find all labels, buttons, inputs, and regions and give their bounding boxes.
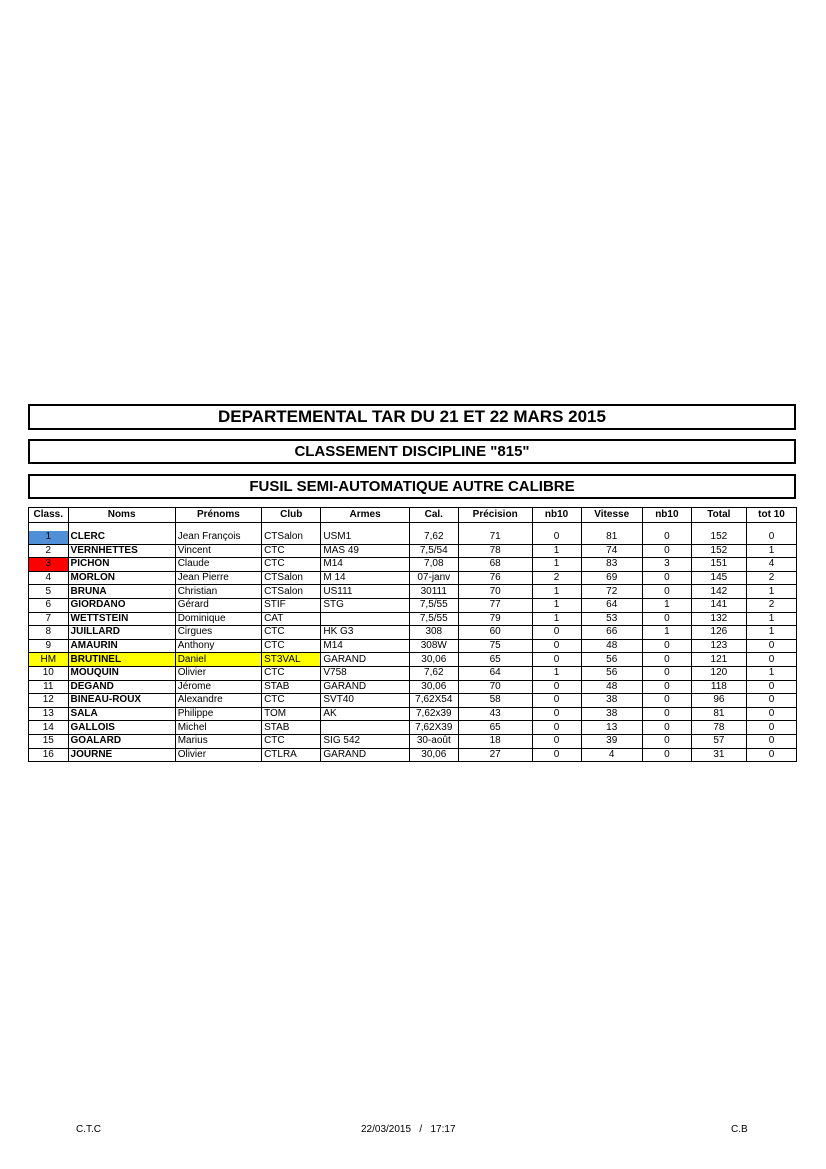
name-cell: WETTSTEIN bbox=[68, 612, 175, 626]
spacer-cell bbox=[29, 523, 69, 532]
precision-cell: 65 bbox=[458, 721, 532, 735]
rank-cell: 10 bbox=[29, 666, 69, 680]
precision-cell: 64 bbox=[458, 666, 532, 680]
nb10-precision-cell: 0 bbox=[532, 653, 581, 667]
footer-author: C.B bbox=[731, 1124, 748, 1135]
nb10-speed-cell: 0 bbox=[642, 734, 691, 748]
nb10-precision-cell: 1 bbox=[532, 558, 581, 572]
total-cell: 142 bbox=[691, 585, 746, 599]
club-cell: CTSalon bbox=[262, 571, 321, 585]
speed-cell: 53 bbox=[581, 612, 642, 626]
total-cell: 118 bbox=[691, 680, 746, 694]
club-cell: CTLRA bbox=[262, 748, 321, 762]
table-row bbox=[29, 653, 797, 667]
spacer-cell bbox=[746, 523, 796, 532]
table-row bbox=[29, 558, 797, 572]
caliber-cell: 30,06 bbox=[409, 680, 458, 694]
weapon-cell: USM1 bbox=[321, 531, 409, 544]
table-row bbox=[29, 598, 797, 612]
weapon-cell: GARAND bbox=[321, 653, 409, 667]
weapon-cell bbox=[321, 612, 409, 626]
speed-cell: 81 bbox=[581, 531, 642, 544]
col-noms: Noms bbox=[68, 508, 175, 523]
firstname-cell: Michel bbox=[175, 721, 261, 735]
name-cell: CLERC bbox=[68, 531, 175, 544]
speed-cell: 4 bbox=[581, 748, 642, 762]
firstname-cell: Philippe bbox=[175, 707, 261, 721]
table-row bbox=[29, 585, 797, 599]
rank-cell: 14 bbox=[29, 721, 69, 735]
rank-cell: 8 bbox=[29, 626, 69, 640]
spacer-row bbox=[29, 523, 797, 532]
nb10-speed-cell: 1 bbox=[642, 626, 691, 640]
spacer-cell bbox=[262, 523, 321, 532]
firstname-cell: Cirgues bbox=[175, 626, 261, 640]
nb10-speed-cell: 0 bbox=[642, 544, 691, 558]
firstname-cell: Anthony bbox=[175, 639, 261, 653]
nb10-precision-cell: 2 bbox=[532, 571, 581, 585]
precision-cell: 70 bbox=[458, 680, 532, 694]
footer-datetime: 22/03/2015 / 17:17 bbox=[361, 1124, 456, 1135]
spacer-cell bbox=[68, 523, 175, 532]
col-total: Total bbox=[691, 508, 746, 523]
firstname-cell: Alexandre bbox=[175, 694, 261, 708]
speed-cell: 48 bbox=[581, 639, 642, 653]
header-row bbox=[29, 508, 797, 523]
rank-cell: 16 bbox=[29, 748, 69, 762]
col-vitesse: Vitesse bbox=[581, 508, 642, 523]
tot10-cell: 2 bbox=[746, 598, 796, 612]
nb10-speed-cell: 0 bbox=[642, 666, 691, 680]
weapon-cell: M14 bbox=[321, 558, 409, 572]
name-cell: MOUQUIN bbox=[68, 666, 175, 680]
tot10-cell: 0 bbox=[746, 734, 796, 748]
total-cell: 81 bbox=[691, 707, 746, 721]
total-cell: 96 bbox=[691, 694, 746, 708]
nb10-precision-cell: 1 bbox=[532, 666, 581, 680]
spacer-cell bbox=[175, 523, 261, 532]
tot10-cell: 1 bbox=[746, 544, 796, 558]
caliber-cell: 7,62X54 bbox=[409, 694, 458, 708]
total-cell: 126 bbox=[691, 626, 746, 640]
tot10-cell: 0 bbox=[746, 694, 796, 708]
rank-cell: 2 bbox=[29, 544, 69, 558]
table-row bbox=[29, 694, 797, 708]
caliber-cell: 7,62 bbox=[409, 531, 458, 544]
club-cell: CTSalon bbox=[262, 585, 321, 599]
name-cell: DEGAND bbox=[68, 680, 175, 694]
weapon-cell: SIG 542 bbox=[321, 734, 409, 748]
nb10-speed-cell: 0 bbox=[642, 531, 691, 544]
rank-cell: 13 bbox=[29, 707, 69, 721]
footer-club: C.T.C bbox=[76, 1124, 101, 1135]
firstname-cell: Daniel bbox=[175, 653, 261, 667]
club-cell: CTC bbox=[262, 666, 321, 680]
tot10-cell: 1 bbox=[746, 585, 796, 599]
nb10-speed-cell: 1 bbox=[642, 598, 691, 612]
speed-cell: 66 bbox=[581, 626, 642, 640]
club-cell: STAB bbox=[262, 721, 321, 735]
tot10-cell: 0 bbox=[746, 531, 796, 544]
speed-cell: 48 bbox=[581, 680, 642, 694]
name-cell: PICHON bbox=[68, 558, 175, 572]
name-cell: VERNHETTES bbox=[68, 544, 175, 558]
total-cell: 78 bbox=[691, 721, 746, 735]
nb10-speed-cell: 0 bbox=[642, 653, 691, 667]
nb10-precision-cell: 0 bbox=[532, 721, 581, 735]
spacer-cell bbox=[581, 523, 642, 532]
speed-cell: 56 bbox=[581, 666, 642, 680]
name-cell: JUILLARD bbox=[68, 626, 175, 640]
caliber-cell: 7,08 bbox=[409, 558, 458, 572]
total-cell: 132 bbox=[691, 612, 746, 626]
nb10-precision-cell: 1 bbox=[532, 598, 581, 612]
firstname-cell: Olivier bbox=[175, 666, 261, 680]
firstname-cell: Marius bbox=[175, 734, 261, 748]
precision-cell: 60 bbox=[458, 626, 532, 640]
nb10-speed-cell: 0 bbox=[642, 571, 691, 585]
precision-cell: 76 bbox=[458, 571, 532, 585]
table-row bbox=[29, 707, 797, 721]
rank-cell: 11 bbox=[29, 680, 69, 694]
tot10-cell: 1 bbox=[746, 666, 796, 680]
nb10-precision-cell: 0 bbox=[532, 639, 581, 653]
tot10-cell: 2 bbox=[746, 571, 796, 585]
weapon-cell bbox=[321, 721, 409, 735]
club-cell: STAB bbox=[262, 680, 321, 694]
precision-cell: 18 bbox=[458, 734, 532, 748]
total-cell: 123 bbox=[691, 639, 746, 653]
speed-cell: 39 bbox=[581, 734, 642, 748]
precision-cell: 68 bbox=[458, 558, 532, 572]
col-precision: Précision bbox=[458, 508, 532, 523]
name-cell: JOURNE bbox=[68, 748, 175, 762]
weapon-cell: V758 bbox=[321, 666, 409, 680]
club-cell: CTC bbox=[262, 734, 321, 748]
caliber-cell: 7,62 bbox=[409, 666, 458, 680]
nb10-precision-cell: 0 bbox=[532, 626, 581, 640]
firstname-cell: Jean Pierre bbox=[175, 571, 261, 585]
nb10-speed-cell: 0 bbox=[642, 680, 691, 694]
club-cell: CTC bbox=[262, 626, 321, 640]
tot10-cell: 0 bbox=[746, 680, 796, 694]
discipline-title: CLASSEMENT DISCIPLINE "815" bbox=[28, 439, 796, 464]
weapon-cell: GARAND bbox=[321, 748, 409, 762]
nb10-precision-cell: 0 bbox=[532, 748, 581, 762]
total-cell: 31 bbox=[691, 748, 746, 762]
firstname-cell: Christian bbox=[175, 585, 261, 599]
speed-cell: 38 bbox=[581, 694, 642, 708]
nb10-precision-cell: 1 bbox=[532, 612, 581, 626]
rank-cell: 5 bbox=[29, 585, 69, 599]
nb10-precision-cell: 0 bbox=[532, 694, 581, 708]
col-club: Club bbox=[262, 508, 321, 523]
club-cell: CTC bbox=[262, 558, 321, 572]
club-cell: ST3VAL bbox=[262, 653, 321, 667]
total-cell: 151 bbox=[691, 558, 746, 572]
table-row bbox=[29, 571, 797, 585]
speed-cell: 64 bbox=[581, 598, 642, 612]
nb10-precision-cell: 1 bbox=[532, 544, 581, 558]
rank-cell: 6 bbox=[29, 598, 69, 612]
speed-cell: 69 bbox=[581, 571, 642, 585]
tot10-cell: 0 bbox=[746, 639, 796, 653]
weapon-cell: SVT40 bbox=[321, 694, 409, 708]
caliber-cell: 07-janv bbox=[409, 571, 458, 585]
weapon-cell: STG bbox=[321, 598, 409, 612]
nb10-speed-cell: 0 bbox=[642, 639, 691, 653]
firstname-cell: Gérard bbox=[175, 598, 261, 612]
table-row bbox=[29, 734, 797, 748]
total-cell: 145 bbox=[691, 571, 746, 585]
speed-cell: 38 bbox=[581, 707, 642, 721]
col-class: Class. bbox=[29, 508, 69, 523]
nb10-precision-cell: 0 bbox=[532, 680, 581, 694]
precision-cell: 77 bbox=[458, 598, 532, 612]
weapon-cell: US111 bbox=[321, 585, 409, 599]
precision-cell: 70 bbox=[458, 585, 532, 599]
nb10-precision-cell: 0 bbox=[532, 531, 581, 544]
precision-cell: 58 bbox=[458, 694, 532, 708]
tot10-cell: 1 bbox=[746, 626, 796, 640]
club-cell: CTC bbox=[262, 544, 321, 558]
nb10-precision-cell: 0 bbox=[532, 707, 581, 721]
nb10-precision-cell: 1 bbox=[532, 585, 581, 599]
table-row bbox=[29, 748, 797, 762]
spacer-cell bbox=[691, 523, 746, 532]
club-cell: CTC bbox=[262, 694, 321, 708]
tot10-cell: 4 bbox=[746, 558, 796, 572]
rank-cell: 9 bbox=[29, 639, 69, 653]
name-cell: MORLON bbox=[68, 571, 175, 585]
name-cell: AMAURIN bbox=[68, 639, 175, 653]
weapon-cell: M14 bbox=[321, 639, 409, 653]
nb10-speed-cell: 0 bbox=[642, 721, 691, 735]
nb10-speed-cell: 3 bbox=[642, 558, 691, 572]
firstname-cell: Olivier bbox=[175, 748, 261, 762]
col-prenoms: Prénoms bbox=[175, 508, 261, 523]
col-nb10-precision: nb10 bbox=[532, 508, 581, 523]
precision-cell: 79 bbox=[458, 612, 532, 626]
caliber-cell: 7,5/55 bbox=[409, 598, 458, 612]
spacer-cell bbox=[321, 523, 409, 532]
rank-cell: 12 bbox=[29, 694, 69, 708]
precision-cell: 78 bbox=[458, 544, 532, 558]
speed-cell: 56 bbox=[581, 653, 642, 667]
weapon-cell: HK G3 bbox=[321, 626, 409, 640]
col-nb10-vitesse: nb10 bbox=[642, 508, 691, 523]
club-cell: CTC bbox=[262, 639, 321, 653]
results-table bbox=[28, 507, 797, 762]
caliber-cell: 30,06 bbox=[409, 748, 458, 762]
table-row bbox=[29, 639, 797, 653]
speed-cell: 83 bbox=[581, 558, 642, 572]
speed-cell: 13 bbox=[581, 721, 642, 735]
tot10-cell: 0 bbox=[746, 721, 796, 735]
caliber-cell: 30-août bbox=[409, 734, 458, 748]
name-cell: GOALARD bbox=[68, 734, 175, 748]
table-row bbox=[29, 544, 797, 558]
firstname-cell: Dominique bbox=[175, 612, 261, 626]
caliber-cell: 30,06 bbox=[409, 653, 458, 667]
precision-cell: 75 bbox=[458, 639, 532, 653]
total-cell: 152 bbox=[691, 531, 746, 544]
col-tot10: tot 10 bbox=[746, 508, 796, 523]
precision-cell: 43 bbox=[458, 707, 532, 721]
weapon-cell: AK bbox=[321, 707, 409, 721]
category-title: FUSIL SEMI-AUTOMATIQUE AUTRE CALIBRE bbox=[28, 474, 796, 499]
precision-cell: 27 bbox=[458, 748, 532, 762]
total-cell: 120 bbox=[691, 666, 746, 680]
club-cell: TOM bbox=[262, 707, 321, 721]
caliber-cell: 7,5/55 bbox=[409, 612, 458, 626]
table-row bbox=[29, 531, 797, 544]
spacer-cell bbox=[409, 523, 458, 532]
caliber-cell: 7,5/54 bbox=[409, 544, 458, 558]
speed-cell: 74 bbox=[581, 544, 642, 558]
table-row bbox=[29, 626, 797, 640]
club-cell: CAT bbox=[262, 612, 321, 626]
club-cell: STIF bbox=[262, 598, 321, 612]
weapon-cell: M 14 bbox=[321, 571, 409, 585]
rank-cell: 1 bbox=[29, 531, 69, 544]
caliber-cell: 30111 bbox=[409, 585, 458, 599]
name-cell: SALA bbox=[68, 707, 175, 721]
rank-cell: 7 bbox=[29, 612, 69, 626]
rank-cell: 4 bbox=[29, 571, 69, 585]
club-cell: CTSalon bbox=[262, 531, 321, 544]
col-cal: Cal. bbox=[409, 508, 458, 523]
rank-cell: 3 bbox=[29, 558, 69, 572]
firstname-cell: Claude bbox=[175, 558, 261, 572]
tot10-cell: 0 bbox=[746, 748, 796, 762]
rank-cell: 15 bbox=[29, 734, 69, 748]
caliber-cell: 308 bbox=[409, 626, 458, 640]
table-row bbox=[29, 721, 797, 735]
tot10-cell: 0 bbox=[746, 707, 796, 721]
name-cell: BINEAU-ROUX bbox=[68, 694, 175, 708]
spacer-cell bbox=[458, 523, 532, 532]
nb10-speed-cell: 0 bbox=[642, 748, 691, 762]
table-row bbox=[29, 666, 797, 680]
caliber-cell: 7,62x39 bbox=[409, 707, 458, 721]
firstname-cell: Vincent bbox=[175, 544, 261, 558]
tot10-cell: 1 bbox=[746, 612, 796, 626]
name-cell: GALLOIS bbox=[68, 721, 175, 735]
total-cell: 121 bbox=[691, 653, 746, 667]
total-cell: 152 bbox=[691, 544, 746, 558]
speed-cell: 72 bbox=[581, 585, 642, 599]
firstname-cell: Jean François bbox=[175, 531, 261, 544]
nb10-precision-cell: 0 bbox=[532, 734, 581, 748]
nb10-speed-cell: 0 bbox=[642, 694, 691, 708]
nb10-speed-cell: 0 bbox=[642, 612, 691, 626]
caliber-cell: 308W bbox=[409, 639, 458, 653]
main-title: DEPARTEMENTAL TAR DU 21 ET 22 MARS 2015 bbox=[28, 404, 796, 430]
nb10-speed-cell: 0 bbox=[642, 707, 691, 721]
rank-cell: HM bbox=[29, 653, 69, 667]
name-cell: BRUTINEL bbox=[68, 653, 175, 667]
name-cell: GIORDANO bbox=[68, 598, 175, 612]
table-row bbox=[29, 612, 797, 626]
total-cell: 57 bbox=[691, 734, 746, 748]
total-cell: 141 bbox=[691, 598, 746, 612]
tot10-cell: 0 bbox=[746, 653, 796, 667]
col-armes: Armes bbox=[321, 508, 409, 523]
precision-cell: 65 bbox=[458, 653, 532, 667]
spacer-cell bbox=[642, 523, 691, 532]
firstname-cell: Jérome bbox=[175, 680, 261, 694]
nb10-speed-cell: 0 bbox=[642, 585, 691, 599]
weapon-cell: GARAND bbox=[321, 680, 409, 694]
name-cell: BRUNA bbox=[68, 585, 175, 599]
table-row bbox=[29, 680, 797, 694]
weapon-cell: MAS 49 bbox=[321, 544, 409, 558]
spacer-cell bbox=[532, 523, 581, 532]
precision-cell: 71 bbox=[458, 531, 532, 544]
caliber-cell: 7,62X39 bbox=[409, 721, 458, 735]
